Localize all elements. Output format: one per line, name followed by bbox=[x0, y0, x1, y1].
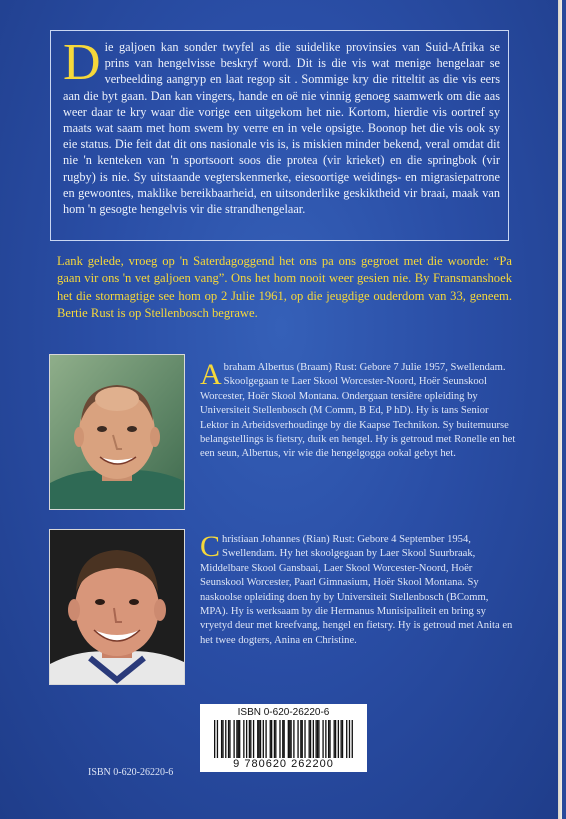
barcode-bar bbox=[243, 720, 244, 758]
bio-text: hristiaan Johannes (Rian) Rust: Gebore 4 September 1954, Swellendam. Hy het skoolgegaan by Laer Skool Suurbraak, Middelbare Skool Gansbaai, Laer Skool Worcester-Noord, Hoër Seunskool Worcester, Paarl Gimnasium, Hoër Skool Montana. Sy naskoolse opleiding doen hy by Universiteit Stellenbosch (BComm, MPA). Hy is werksaam by die Hermanus Munisipaliteit en bring sy vryetyd deur met kreefvang, hengel en fietsry. Hy is getroud met Anita en het twee dogters, Anina en Christine. bbox=[200, 534, 513, 646]
barcode-bar bbox=[225, 720, 226, 758]
barcode-bar bbox=[325, 720, 326, 758]
barcode-bar bbox=[342, 720, 343, 758]
barcode-bar bbox=[274, 720, 275, 758]
barcode-bar bbox=[334, 720, 335, 758]
barcode-bar bbox=[315, 720, 316, 758]
barcode-bar bbox=[250, 720, 251, 758]
barcode-bar bbox=[236, 720, 237, 758]
barcode-bar bbox=[253, 720, 254, 758]
barcode-bar bbox=[217, 720, 218, 758]
barcode-bar bbox=[222, 720, 223, 758]
barcode-bar bbox=[229, 720, 230, 758]
barcode-bar bbox=[318, 720, 319, 758]
barcode-bar bbox=[302, 720, 303, 758]
barcode-bar bbox=[257, 720, 258, 758]
barcode-bar bbox=[300, 720, 301, 758]
barcode-bar bbox=[214, 720, 215, 758]
barcode-bar bbox=[322, 720, 323, 758]
barcode-bar bbox=[228, 720, 229, 758]
intro-text-box bbox=[50, 30, 509, 241]
barcode-bar bbox=[246, 720, 247, 758]
author-bio-rian bbox=[200, 530, 516, 648]
barcode-bar bbox=[233, 720, 234, 758]
barcode-bar bbox=[290, 720, 291, 758]
isbn-footer: ISBN 0-620-26220-6 bbox=[88, 767, 174, 778]
barcode-bar bbox=[313, 720, 314, 758]
bio-dropcap: A bbox=[200, 358, 222, 391]
barcode-bar bbox=[279, 720, 280, 758]
barcode-bar bbox=[309, 720, 310, 758]
barcode-bar bbox=[238, 720, 239, 758]
barcode-bar bbox=[340, 720, 341, 758]
barcode-label bbox=[200, 704, 367, 772]
intro-dropcap: D bbox=[63, 34, 101, 91]
barcode-bar bbox=[304, 720, 305, 758]
barcode-bar bbox=[328, 720, 329, 758]
barcode-bar bbox=[338, 720, 339, 758]
page-edge bbox=[558, 0, 562, 819]
barcode-bar bbox=[288, 720, 289, 758]
barcode-ean-digits: 9 780620 262200 bbox=[233, 758, 334, 770]
barcode-bar bbox=[329, 720, 330, 758]
memorial-paragraph: Lank gelede, vroeg op 'n Saterdagoggend het ons pa ons gegroet met die woorde: “Pa gaan vir ons 'n vet galjoen vang”. Ons het hom nooit weer gesien nie. By Fransmanshoek het die stormagtige see hom op 2 Julie 1961, op die jeugdige ouderdom van 33, geneem. Bertie Rust is op Stellenbosch begrawe. bbox=[57, 254, 512, 321]
barcode-bar bbox=[293, 720, 294, 758]
barcode-bar bbox=[258, 720, 259, 758]
barcode-bars bbox=[214, 720, 353, 758]
barcode-bar bbox=[289, 720, 290, 758]
barcode-bar bbox=[271, 720, 272, 758]
barcode-isbn-text: ISBN 0-620-26220-6 bbox=[237, 707, 330, 718]
barcode-bar bbox=[239, 720, 240, 758]
barcode-bar bbox=[263, 720, 264, 758]
barcode-bar bbox=[335, 720, 336, 758]
author-bio-braam bbox=[200, 358, 516, 462]
barcode-bar bbox=[346, 720, 347, 758]
barcode-bar bbox=[282, 720, 283, 758]
barcode-bar bbox=[349, 720, 350, 758]
intro-paragraph: ie galjoen kan sonder twyfel as die suidelike provinsies van Suid-Afrika se prins van hengelvisse beskryf word. Dit is die vis wat menige hengelaar se verbeelding aangryp en laat regop sit . Sommige kry die ritteltit as die vis eers aan die byt gaan. Dan kan vingers, hande en oë nie vinnig genoeg saamwerk om die aas weer daar te kry waar die vorige een uitgekom het nie. Kortom, hierdie vis oortref sy maats wat saam met hom swem by verre en in vele opsigte. Boonop het die vis ook sy eie status. Die feit dat dit ons nasionale vis is, is miskien minder bekend, veral omdat dit nie 'n kenteken van 'n sportsoort soos die protea (vir krieket) en die springbok (vir rugby) is nie. Sy uitstaande vegterskenmerke, eiesoortige weidings- en migrasiepatrone en gewoontes, maklike bereikbaarheid, en uitsonderlike geskiktheid vir braai, maak van hom 'n gesogte hengelvis vir die strandhengelaar. bbox=[63, 40, 500, 217]
author-photo-braam bbox=[49, 354, 185, 510]
barcode-bar bbox=[310, 720, 311, 758]
barcode-bar bbox=[260, 720, 261, 758]
barcode-bar bbox=[270, 720, 271, 758]
author-photo-rian bbox=[49, 529, 185, 685]
bio-text: braham Albertus (Braam) Rust: Gebore 7 Julie 1957, Swellendam. Skoolgegaan te Laer Skool Worcester-Noord, Hoër Seunskool Worcester, Hoër Skool Montana. Ondergaan tersiêre opleiding by Universiteit Stellenbosch (M Comm, B Ed, P hD). Hy is tans Senior Lektor in Arbeidsverhoudinge by die Kaapse Technikon. Sy buitemuurse belangstellings is fietsry, duik en hengel. Hy is getroud met Ronelle en het een seun, Albertus, vir wie die hengelgogga ookal gebyt het. bbox=[200, 362, 516, 460]
barcode-bar bbox=[297, 720, 298, 758]
barcode-bar bbox=[221, 720, 222, 758]
barcode-bar bbox=[352, 720, 353, 758]
barcode-bar bbox=[249, 720, 250, 758]
barcode-bar bbox=[265, 720, 266, 758]
barcode-bar bbox=[317, 720, 318, 758]
barcode-bar bbox=[275, 720, 276, 758]
barcode-bar bbox=[284, 720, 285, 758]
bio-dropcap: C bbox=[200, 530, 221, 563]
